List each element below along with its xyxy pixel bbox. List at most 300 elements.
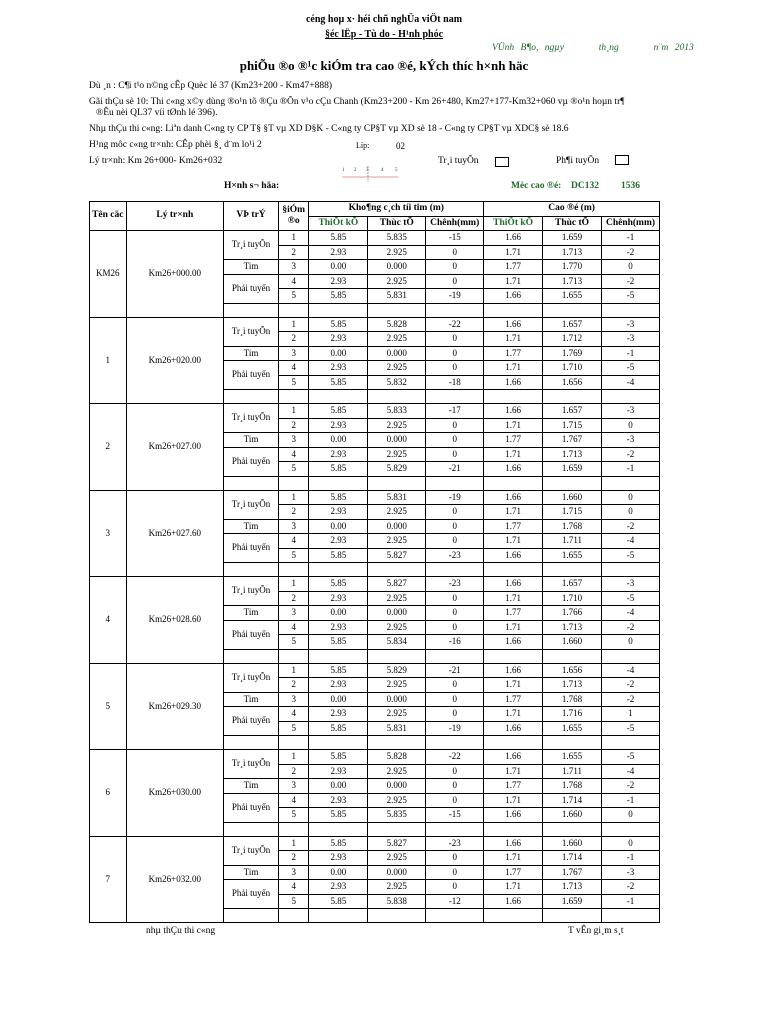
table-row [90,577,660,592]
value-cell: 1.71 [484,505,543,520]
value-cell: 3 [278,692,308,707]
value-cell: 1.716 [543,707,602,722]
value-cell: -2 [602,678,660,693]
value-cell: 1.660 [543,490,602,505]
value-cell: 1.767 [543,433,602,448]
value-cell: 1.660 [543,808,602,823]
value-cell: 5.829 [368,462,426,477]
value-cell: 1.77 [484,779,543,794]
empty-cell [278,822,308,836]
value-cell: 5.85 [309,548,368,563]
value-cell: 0 [602,490,660,505]
value-cell: 2.925 [368,620,426,635]
value-cell: 1.713 [543,274,602,289]
value-cell: 1.657 [543,404,602,419]
empty-cell [368,649,426,663]
position-cell: Phải tuyến [224,534,279,563]
empty-cell [224,649,279,663]
value-cell: 4 [278,361,308,376]
empty-cell [484,649,543,663]
empty-cell [426,822,484,836]
position-cell: Tim [224,606,279,621]
value-cell: 2.93 [309,274,368,289]
value-cell: 1.767 [543,865,602,880]
chainage-cell: Km26+029.30 [126,663,224,750]
value-cell: 2.93 [309,591,368,606]
value-cell: 1.71 [484,245,543,260]
value-cell: 0.00 [309,606,368,621]
value-cell: 1.656 [543,663,602,678]
station-line: Lý tr×nh: Km 26+000- Km26+032 [89,156,223,166]
value-cell: 1 [278,317,308,332]
chainage-cell: Km26+027.00 [126,404,224,491]
header-nation: céng hoµ x· héi chñ nghÜa viÖt nam [305,14,463,25]
value-cell: 0.00 [309,260,368,275]
position-cell: Tr¸i tuyÕn [224,750,279,779]
value-cell: 2.925 [368,793,426,808]
value-cell: 5.835 [368,808,426,823]
value-cell: 1.77 [484,519,543,534]
value-cell: 1.66 [484,317,543,332]
value-cell: -2 [602,692,660,707]
sketch-point-2: 2 [354,168,357,173]
empty-cell [602,476,660,490]
position-cell: Tr¸i tuyÕn [224,231,279,260]
value-cell: 5.85 [309,462,368,477]
value-cell: 5.828 [368,750,426,765]
empty-cell [484,563,543,577]
value-cell: 2.93 [309,418,368,433]
footer-contractor: nhµ thÇu thi c«ng [146,926,216,936]
value-cell: 2.925 [368,851,426,866]
empty-cell [278,909,308,923]
col-elev-actual: Thùc tÕ [543,216,602,231]
value-cell: -2 [602,447,660,462]
empty-cell [368,736,426,750]
value-cell: 0.000 [368,519,426,534]
empty-cell [602,303,660,317]
value-cell: 1.768 [543,519,602,534]
position-cell: Tr¸i tuyÕn [224,663,279,692]
value-cell: 0.000 [368,779,426,794]
position-cell: Phải tuyến [224,793,279,822]
empty-cell [224,822,279,836]
empty-cell [602,390,660,404]
empty-cell [309,822,368,836]
layer-label: Líp: [356,141,370,150]
benchmark-code: DC132 [571,181,599,191]
station-name-cell: KM26 [90,231,127,318]
value-cell: 5.85 [309,808,368,823]
value-cell: 0 [602,635,660,650]
value-cell: 1.66 [484,894,543,909]
value-cell: 2.93 [309,793,368,808]
value-cell: 2.93 [309,332,368,347]
chainage-cell: Km26+027.60 [126,490,224,577]
position-cell: Tim [224,346,279,361]
value-cell: 1.713 [543,447,602,462]
value-cell: 0 [426,361,484,376]
value-cell: 2.925 [368,880,426,895]
value-cell: 5 [278,548,308,563]
value-cell: 5.85 [309,490,368,505]
value-cell: 2.93 [309,707,368,722]
value-cell: 5.85 [309,375,368,390]
table-row [90,231,660,246]
value-cell: 0 [426,779,484,794]
value-cell: -4 [602,534,660,549]
chainage-cell: Km26+032.00 [126,836,224,923]
value-cell: 1.71 [484,880,543,895]
value-cell: 2.925 [368,245,426,260]
value-cell: 2.925 [368,447,426,462]
value-cell: 1 [278,836,308,851]
empty-cell [484,822,543,836]
col-dist-actual: Thùc tÕ [368,216,426,231]
value-cell: 0 [426,534,484,549]
col-distance-group: Kho¶ng c¸ch tíi tim (m) [309,202,484,217]
value-cell: -15 [426,808,484,823]
empty-cell [309,476,368,490]
value-cell: 2 [278,418,308,433]
empty-cell [368,476,426,490]
value-cell: -1 [602,894,660,909]
value-cell: 2.925 [368,418,426,433]
package-line-1: Gãi thÇu sè 10: Thi c«ng x©y dùng ®o¹n tõ ®Çu ®Õn v¹o cÇu Chanh (Km23+200 - Km 26+480, Km27+177-Km32+060 vµ ®o¹n hoµn tr¶ [89,97,625,107]
measurement-table [89,201,660,923]
value-cell: 1.71 [484,793,543,808]
value-cell: 3 [278,865,308,880]
value-cell: 2.93 [309,678,368,693]
value-cell: 1.71 [484,620,543,635]
value-cell: 1.659 [543,462,602,477]
value-cell: 2.93 [309,361,368,376]
value-cell: 0 [426,678,484,693]
value-cell: 2 [278,332,308,347]
value-cell: 1 [278,750,308,765]
sketch-point-4: 4 [381,168,384,173]
value-cell: 1.769 [543,346,602,361]
value-cell: -1 [602,346,660,361]
position-cell: Tr¸i tuyÕn [224,490,279,519]
station-name-cell: 4 [90,577,127,664]
position-cell: Tim [224,519,279,534]
header-motto: §éc lËp - Tù do - H¹nh phóc [324,29,444,40]
value-cell: 1.71 [484,851,543,866]
value-cell: 1.712 [543,332,602,347]
chainage-cell: Km26+000.00 [126,231,224,318]
value-cell: -5 [602,721,660,736]
empty-cell [543,909,602,923]
value-cell: -5 [602,750,660,765]
value-cell: 5 [278,462,308,477]
value-cell: 0 [426,707,484,722]
empty-cell [426,303,484,317]
value-cell: 1.71 [484,274,543,289]
position-cell: Phải tuyến [224,361,279,390]
value-cell: 1.656 [543,375,602,390]
value-cell: 0.00 [309,779,368,794]
value-cell: -1 [602,231,660,246]
position-cell: Tr¸i tuyÕn [224,317,279,346]
empty-cell [278,563,308,577]
empty-cell [543,476,602,490]
value-cell: 5.85 [309,231,368,246]
value-cell: 5 [278,808,308,823]
value-cell: 1.659 [543,231,602,246]
empty-cell [278,736,308,750]
value-cell: 5.827 [368,836,426,851]
value-cell: 1.655 [543,548,602,563]
benchmark-label: Mèc cao ®é: [511,181,562,191]
value-cell: -5 [602,361,660,376]
date-place: VÜnh B¶o, ngµy [492,43,564,53]
chainage-cell: Km26+020.00 [126,317,224,404]
value-cell: -3 [602,404,660,419]
value-cell: -5 [602,289,660,304]
empty-cell [543,649,602,663]
value-cell: 5.85 [309,750,368,765]
value-cell: -21 [426,663,484,678]
value-cell: -2 [602,880,660,895]
station-name-cell: 7 [90,836,127,923]
value-cell: -19 [426,721,484,736]
value-cell: -4 [602,663,660,678]
value-cell: 5.827 [368,577,426,592]
value-cell: 1.66 [484,836,543,851]
empty-cell [368,303,426,317]
value-cell: 4 [278,620,308,635]
value-cell: -1 [602,851,660,866]
value-cell: 1.71 [484,418,543,433]
value-cell: 3 [278,346,308,361]
value-cell: 5.831 [368,721,426,736]
value-cell: 2.925 [368,678,426,693]
value-cell: -3 [602,577,660,592]
value-cell: 0 [426,332,484,347]
chainage-cell: Km26+028.60 [126,577,224,664]
value-cell: 3 [278,433,308,448]
empty-cell [224,303,279,317]
empty-cell [602,736,660,750]
value-cell: -1 [602,462,660,477]
value-cell: 4 [278,793,308,808]
value-cell: -22 [426,750,484,765]
value-cell: -4 [602,606,660,621]
value-cell: 1.66 [484,289,543,304]
value-cell: -19 [426,289,484,304]
value-cell: 2.925 [368,764,426,779]
value-cell: 0 [426,505,484,520]
empty-cell [543,563,602,577]
value-cell: 1.66 [484,490,543,505]
value-cell: 1.768 [543,779,602,794]
value-cell: 1.66 [484,231,543,246]
value-cell: 5.829 [368,663,426,678]
value-cell: 1 [278,490,308,505]
empty-cell [368,909,426,923]
empty-cell [309,303,368,317]
value-cell: 5.85 [309,663,368,678]
value-cell: 1.71 [484,447,543,462]
value-cell: 1.710 [543,361,602,376]
value-cell: 3 [278,519,308,534]
value-cell: 1.66 [484,808,543,823]
value-cell: 5.831 [368,289,426,304]
value-cell: 0 [426,865,484,880]
value-cell: 1.66 [484,462,543,477]
value-cell: 1.71 [484,678,543,693]
value-cell: 1.657 [543,317,602,332]
value-cell: 1.711 [543,534,602,549]
value-cell: 0.00 [309,692,368,707]
col-elev-diff: Chênh(mm) [602,216,660,231]
station-name-cell: 6 [90,750,127,837]
empty-cell [602,563,660,577]
value-cell: -3 [602,865,660,880]
value-cell: 2.93 [309,245,368,260]
value-cell: 1.71 [484,591,543,606]
value-cell: 2.93 [309,764,368,779]
value-cell: 0 [602,260,660,275]
value-cell: -17 [426,404,484,419]
value-cell: 0 [426,418,484,433]
col-dist-diff: Chênh(mm) [426,216,484,231]
empty-cell [309,649,368,663]
value-cell: 5 [278,894,308,909]
table-row [90,836,660,851]
empty-cell [368,822,426,836]
empty-cell [543,736,602,750]
value-cell: 1.71 [484,707,543,722]
contractor-line: Nhµ thÇu thi c«ng: Liªn danh C«ng ty CP T§ §T vµ XD D§K - C«ng ty CP§T vµ XD sè 18 - C«ng ty CP§T vµ XDC§ sè 18.6 [89,124,569,134]
position-cell: Phải tuyến [224,274,279,303]
value-cell: 2 [278,851,308,866]
date-day: th¸ng [598,43,619,53]
value-cell: 2.925 [368,505,426,520]
value-cell: 5 [278,721,308,736]
value-cell: 1.715 [543,505,602,520]
value-cell: 1.713 [543,880,602,895]
value-cell: 3 [278,779,308,794]
value-cell: 1.713 [543,678,602,693]
value-cell: -18 [426,375,484,390]
empty-cell [426,390,484,404]
value-cell: 0.000 [368,692,426,707]
sketch-point-1: 1 [342,168,345,173]
position-cell: Tr¸i tuyÕn [224,836,279,865]
empty-cell [543,303,602,317]
value-cell: 1.77 [484,865,543,880]
empty-cell [602,909,660,923]
station-name-cell: 2 [90,404,127,491]
table-row [90,750,660,765]
value-cell: 0.000 [368,346,426,361]
value-cell: 5.85 [309,894,368,909]
footer-supervisor: T vÊn gi¸m s¸t [568,926,624,936]
value-cell: 1.713 [543,620,602,635]
value-cell: 0 [426,447,484,462]
value-cell: 2 [278,505,308,520]
value-cell: 0.00 [309,519,368,534]
value-cell: 0 [426,591,484,606]
value-cell: 0 [602,836,660,851]
value-cell: 0 [426,793,484,808]
position-cell: Tim [224,692,279,707]
value-cell: 1.660 [543,836,602,851]
value-cell: 0.00 [309,865,368,880]
col-dist-design: ThiÕt kÕ [309,216,368,231]
package-line-2: ®Êu nèi QL37 víi tØnh lé 396). [96,108,218,118]
chainage-cell: Km26+030.00 [126,750,224,837]
col-station-name: Tên cäc [90,202,127,231]
empty-cell [309,736,368,750]
value-cell: 5.85 [309,577,368,592]
value-cell: 1.714 [543,851,602,866]
value-cell: 1.713 [543,245,602,260]
empty-cell [224,476,279,490]
position-cell: Phải tuyến [224,707,279,736]
position-cell: Tim [224,779,279,794]
value-cell: 1.66 [484,375,543,390]
cross-section-icon [340,164,402,186]
station-name-cell: 1 [90,317,127,404]
value-cell: 1.655 [543,289,602,304]
value-cell: 0.000 [368,260,426,275]
value-cell: 0.000 [368,865,426,880]
value-cell: 0 [426,620,484,635]
table-row [90,404,660,419]
value-cell: -2 [602,779,660,794]
table-body [90,231,660,923]
value-cell: 2.925 [368,274,426,289]
value-cell: 2.93 [309,505,368,520]
sketch-point-5: 5 [395,168,398,173]
value-cell: 2.93 [309,534,368,549]
position-cell: Phải tuyến [224,447,279,476]
value-cell: 0.000 [368,606,426,621]
value-cell: 4 [278,880,308,895]
value-cell: 1.66 [484,577,543,592]
value-cell: 1 [278,231,308,246]
value-cell: 2.93 [309,880,368,895]
value-cell: 3 [278,606,308,621]
right-side-label: Ph¶i tuyÕn [556,156,600,166]
value-cell: 1.71 [484,361,543,376]
value-cell: 0.00 [309,433,368,448]
empty-cell [278,476,308,490]
value-cell: -19 [426,490,484,505]
value-cell: 2.925 [368,591,426,606]
value-cell: 4 [278,447,308,462]
empty-cell [484,303,543,317]
value-cell: 1 [278,663,308,678]
value-cell: -1 [602,793,660,808]
value-cell: 0 [426,260,484,275]
value-cell: -4 [602,375,660,390]
value-cell: 1 [278,577,308,592]
project-line: Dù ¸n : C¶i t¹o n©ng cÊp Quèc lé 37 (Km23+200 - Km47+888) [89,81,333,91]
value-cell: 5 [278,289,308,304]
empty-cell [309,563,368,577]
value-cell: 5.835 [368,231,426,246]
value-cell: 1.659 [543,894,602,909]
col-elevation-group: Cao ®é (m) [484,202,660,217]
table-row [90,317,660,332]
value-cell: -5 [602,548,660,563]
empty-cell [484,476,543,490]
value-cell: 1.66 [484,548,543,563]
